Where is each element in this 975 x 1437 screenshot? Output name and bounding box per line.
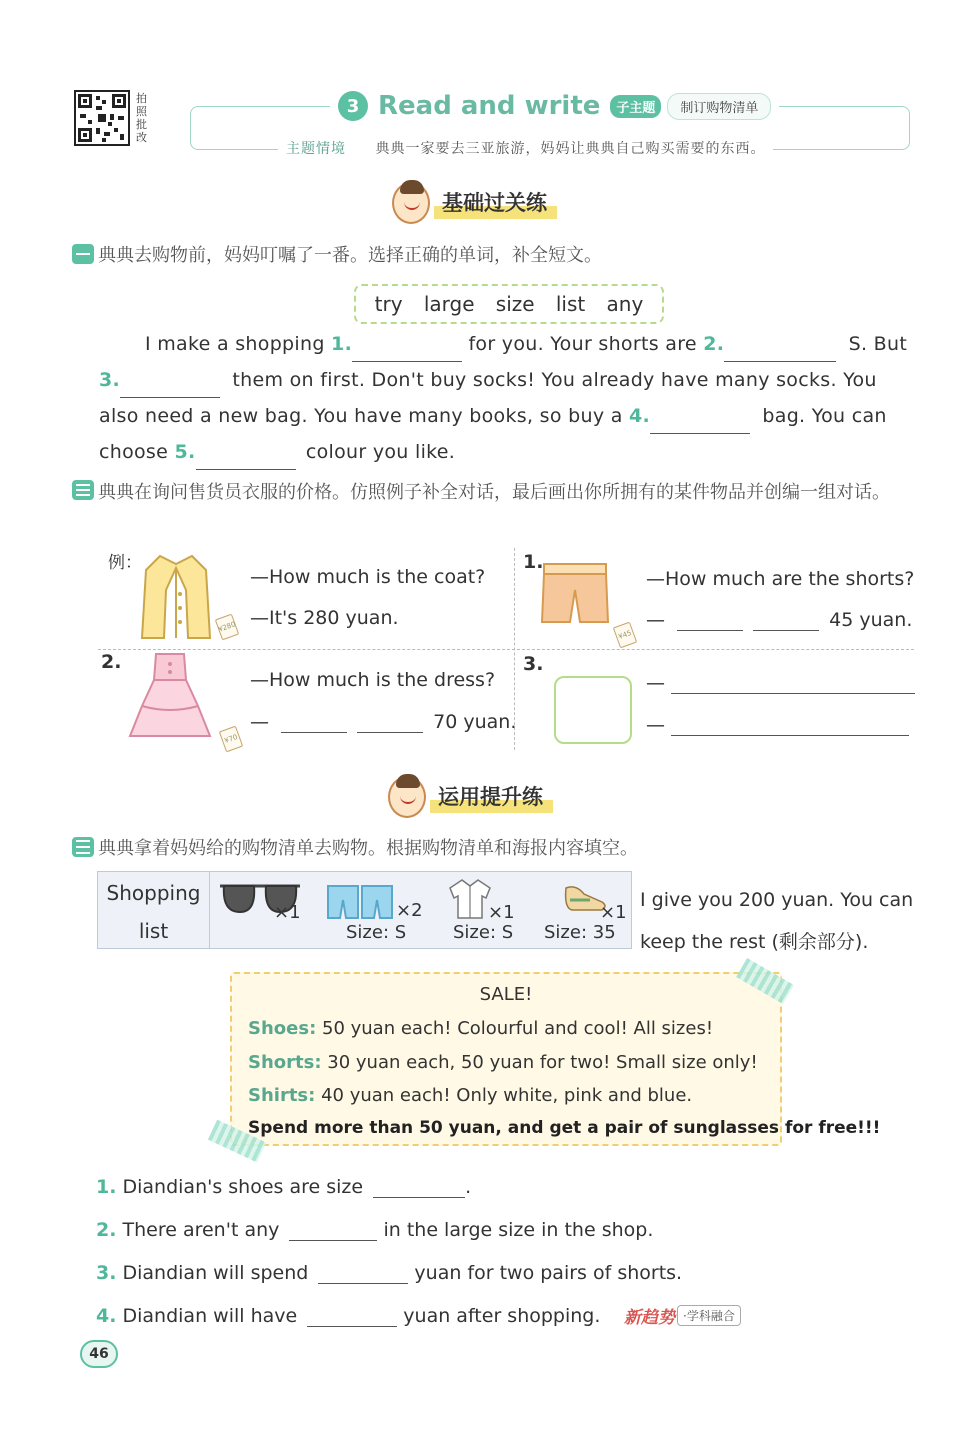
budget-note: I give you 200 yuan. You can keep the rest (剩余部分). xyxy=(640,889,914,953)
quantity: ×2 xyxy=(396,900,423,921)
poster-shorts: Shorts: 30 yuan each, 50 yuan for two! Small size only! xyxy=(248,1052,758,1073)
question-number-one-icon xyxy=(72,244,94,264)
shorts-icon xyxy=(540,560,610,632)
answer-blank-4[interactable] xyxy=(650,433,750,434)
shopping-list-table xyxy=(97,871,632,949)
mascot-icon xyxy=(388,776,426,818)
item-2-number: 2. xyxy=(101,651,122,673)
question-number-three-icon xyxy=(72,837,94,857)
poster-shirts: Shirts: 40 yuan each! Only white, pink and blue. xyxy=(248,1085,693,1106)
question-3-title: 典典拿着妈妈给的购物清单去购物。根据购物清单和海报内容填空。 xyxy=(98,838,638,859)
unit-number-badge: 3 xyxy=(338,91,368,121)
answer-blank[interactable] xyxy=(357,732,423,733)
example-label: 例： xyxy=(108,553,142,573)
example-question: —How much is the coat? xyxy=(250,566,486,588)
item-3-number: 3. xyxy=(523,653,544,675)
answer-blank[interactable] xyxy=(671,693,915,694)
poster-footer: Spend more than 50 yuan, and get a pair of sunglasses for free!!! xyxy=(248,1118,881,1138)
item-3-line-2: — xyxy=(646,714,909,736)
item-1-question: —How much are the shorts? xyxy=(646,568,915,590)
question-2-header xyxy=(72,477,922,509)
passage-line-4: choose 5. colour you like. xyxy=(99,434,455,470)
scenario-line xyxy=(278,138,773,158)
scenario-text: 典典一家要去三亚旅游，妈妈让典典自己购买需要的东西。 xyxy=(375,141,766,157)
word-option: try xyxy=(374,292,403,316)
drawing-box[interactable] xyxy=(554,676,632,744)
word-option: list xyxy=(555,292,586,316)
answer-blank[interactable] xyxy=(318,1283,408,1284)
section-title: 运用提升练 xyxy=(430,781,553,813)
sub-theme-name: 制订购物清单 xyxy=(667,93,771,120)
item-1-answer: — 45 yuan. xyxy=(646,609,913,631)
dress-icon xyxy=(126,650,214,748)
page-number: 46 xyxy=(80,1340,118,1368)
dialog-divider-horizontal xyxy=(98,649,914,650)
size-label: Size: 35 xyxy=(544,922,616,943)
answer-blank[interactable] xyxy=(753,630,819,631)
poster-shoes: Shoes: 50 yuan each! Colourful and cool! All sizes! xyxy=(248,1018,714,1039)
answer-blank[interactable] xyxy=(289,1240,377,1241)
word-option: large xyxy=(423,292,475,316)
qr-code[interactable] xyxy=(74,90,130,146)
qr-caption: 拍照批改 xyxy=(136,92,147,144)
item-3-line-1: — xyxy=(646,672,915,694)
size-label: Size: S xyxy=(346,922,407,943)
price-tag-icon: ¥280 xyxy=(215,614,239,641)
passage-line-1: I make a shopping 1. for you. Your shorts are 2. S. But xyxy=(145,326,907,362)
word-option: size xyxy=(495,292,535,316)
quantity: ×1 xyxy=(488,902,515,923)
passage-line-2: 3. them on first. Don't buy socks! You already have many socks. You xyxy=(99,362,877,398)
coat-icon xyxy=(140,550,212,648)
sale-poster xyxy=(230,972,881,1146)
question-3-header xyxy=(72,834,638,860)
passage-line-3: also need a new bag. You have many books, so buy a 4. bag. You can xyxy=(99,398,887,434)
answer-blank[interactable] xyxy=(281,732,347,733)
section-banner-basic xyxy=(392,182,557,224)
answer-blank[interactable] xyxy=(373,1197,465,1198)
unit-header xyxy=(330,88,779,124)
sub-theme-pill: 子主题 xyxy=(610,95,661,118)
item-2-question: —How much is the dress? xyxy=(250,669,496,691)
shirt-icon xyxy=(448,878,492,924)
question-2-title: 典典在询问售货员衣服的价格。仿照例子补全对话，最后画出你所拥有的某件物品并创编一组对话。 xyxy=(98,482,890,503)
poster-title: SALE! xyxy=(479,984,533,1005)
word-option: any xyxy=(606,292,644,316)
fill-question-2: 2. There aren't any in the large size in the shop. xyxy=(96,1219,654,1241)
question-1-header xyxy=(72,241,602,267)
price-tag-icon: ¥45 xyxy=(613,622,637,649)
answer-blank[interactable] xyxy=(307,1326,397,1327)
item-2-answer: — 70 yuan. xyxy=(250,711,517,733)
answer-blank[interactable] xyxy=(677,630,743,631)
quantity: ×1 xyxy=(600,902,627,923)
shorts-icon xyxy=(324,882,396,924)
price-tag-icon: ¥70 xyxy=(219,726,243,753)
unit-title: Read and write xyxy=(378,91,601,121)
fill-question-3: 3. Diandian will spend yuan for two pairs of shorts. xyxy=(96,1262,683,1284)
item-1-number: 1. xyxy=(523,551,544,573)
shopping-list-label: Shopping list xyxy=(98,872,210,948)
size-label: Size: S xyxy=(453,922,514,943)
mascot-icon xyxy=(392,182,430,224)
quantity: ×1 xyxy=(274,902,301,923)
section-title: 基础过关练 xyxy=(434,187,557,219)
word-bank xyxy=(354,284,664,324)
answer-blank-5[interactable] xyxy=(196,469,296,470)
question-number-two-icon xyxy=(72,480,94,500)
fill-question-1: 1. Diandian's shoes are size . xyxy=(96,1176,472,1198)
series-logo: 新趋势 ·学科融合 xyxy=(624,1303,741,1328)
fill-question-4: 4. Diandian will have yuan after shopping. xyxy=(96,1305,601,1327)
answer-blank[interactable] xyxy=(671,735,909,736)
question-1-title: 典典去购物前，妈妈叮嘱了一番。选择正确的单词，补全短文。 xyxy=(98,245,602,266)
section-banner-advanced xyxy=(388,776,553,818)
scenario-label: 主题情境 xyxy=(286,141,346,157)
example-answer: —It's 280 yuan. xyxy=(250,607,399,629)
